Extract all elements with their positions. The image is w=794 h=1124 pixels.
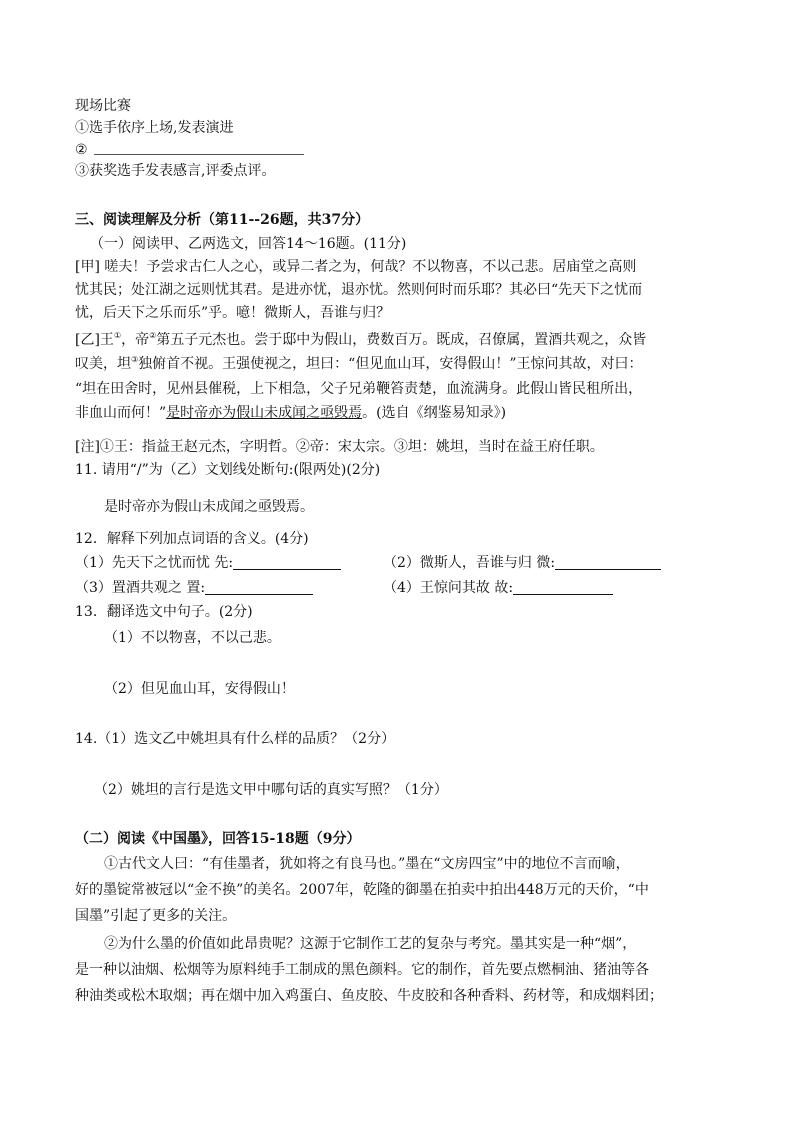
footnote-marker-3: ③ [131,355,139,364]
passage-jia-line-3: 忧，后天下之乐而乐”乎。噫！微斯人，吾谁与归？ [75,305,391,321]
subsection-1-heading: （一）阅读甲、乙两选文，回答14～16题。(11分) [90,236,407,252]
paragraph-2-line-1: ②为什么墨的价值如此昂贵呢？这源于它制作工艺的复杂与考究。墨其实是一种“烟”， [104,936,637,952]
part-3-heading: 三、阅读理解及分析（第11--26题，共37分） [75,212,370,228]
passage-yi-line-3: “坦在田舍时，见州县催税，上下相急，父子兄弟鞭笞责楚，血流满身。此假山皆民租所出， [75,381,643,397]
passage-yi-line-2: 叹美，坦③独俯首不视。王强使视之，坦曰：“但见血山耳，安得假山！”王惊问其故，对曰： [75,355,643,372]
question-12-item-3: （3）置酒共观之 置: [75,580,313,596]
underlined-sentence: 是时帝亦为假山未成闻之亟毁焉 [166,405,363,421]
passage-jia-line-2: 忧其民；处江湖之远则忧其君。是进亦忧，退亦忧。然则何时而乐耶？其必曰“先天下之忧而 [75,282,643,298]
step-3: ③获奖选手发表感言,评委点评。 [75,163,276,179]
question-13: 13．翻译选文中句子。(2分) [75,604,253,620]
passage-jia-line-1: [甲] 嗟夫！予尝求古仁人之心，或异二者之为，何哉？不以物喜，不以己悲。居庙堂之高则 [75,259,637,275]
subsection-2-heading: （二）阅读《中国墨》，回答15-18题（9分） [75,831,361,847]
question-13-item-2: （2）但见血山耳，安得假山！ [104,681,295,697]
question-12-item-1: （1）先天下之忧而忧 先: [75,555,341,571]
step-2-blank-line [94,154,304,155]
answer-blank[interactable] [233,555,341,570]
footnote-marker-2: ② [149,331,157,340]
paragraph-1-line-3: 国墨”引起了更多的关注。 [75,908,237,924]
paragraph-2-line-3: 种油类或松木取烟；再在烟中加入鸡蛋白、鱼皮胶、牛皮胶和各种香料、药材等，和成烟料团； [75,988,663,1004]
step-1: ①选手依序上场,发表演进 [75,120,234,136]
question-11-sentence: 是时帝亦为假山未成闻之亟毁焉。 [104,499,314,515]
answer-blank[interactable] [555,555,661,570]
answer-blank[interactable] [513,580,613,595]
question-11: 11. 请用“/”为（乙）文划线处断句:(限两处)(2分) [75,462,381,478]
paragraph-1-line-1: ①古代文人曰：“有佳墨者，犹如将之有良马也。”墨在“文房四宝”中的地位不言而喻， [104,856,630,872]
question-12-item-4: （4）王惊问其故 故: [383,580,613,596]
step-2-marker: ② [75,142,88,158]
footnote-marker-1: ① [113,331,122,340]
answer-blank[interactable] [205,580,313,595]
footnote: [注]①王：指益王赵元杰，字明哲。②帝：宋太宗。③坦：姚坦，当时在益王府任职。 [75,439,604,455]
passage-yi-line-1: [乙]王①，帝②第五子元杰也。尝于邸中为假山，费数百万。既成，召僚属，置酒共观之，众皆 [75,331,647,348]
question-13-item-1: （1）不以物喜，不以己悲。 [104,630,281,646]
passage-yi-line-4: 非血山而何！”是时帝亦为假山未成闻之亟毁焉。(选自《纲鉴易知录》) [75,405,507,421]
question-12: 12．解释下列加点词语的含义。(4分) [75,531,309,547]
paragraph-1-line-2: 好的墨锭常被冠以“金不换”的美名。2007年，乾隆的御墨在拍卖中拍出448万元的天价，“中 [75,882,649,898]
question-14-part-2: （2）姚坦的言行是选文甲中哪句话的真实写照？（1分） [94,782,448,798]
paragraph-2-line-2: 是一种以油烟、松烟等为原料纯手工制成的黑色颜料。它的制作，首先要点燃桐油、猪油等各 [75,962,649,978]
question-14: 14.（1）选文乙中姚坦具有什么样的品质？（2分） [75,731,396,747]
question-12-item-2: （2）微斯人，吾谁与归 微: [383,555,661,571]
section-heading: 现场比赛 [75,98,131,114]
